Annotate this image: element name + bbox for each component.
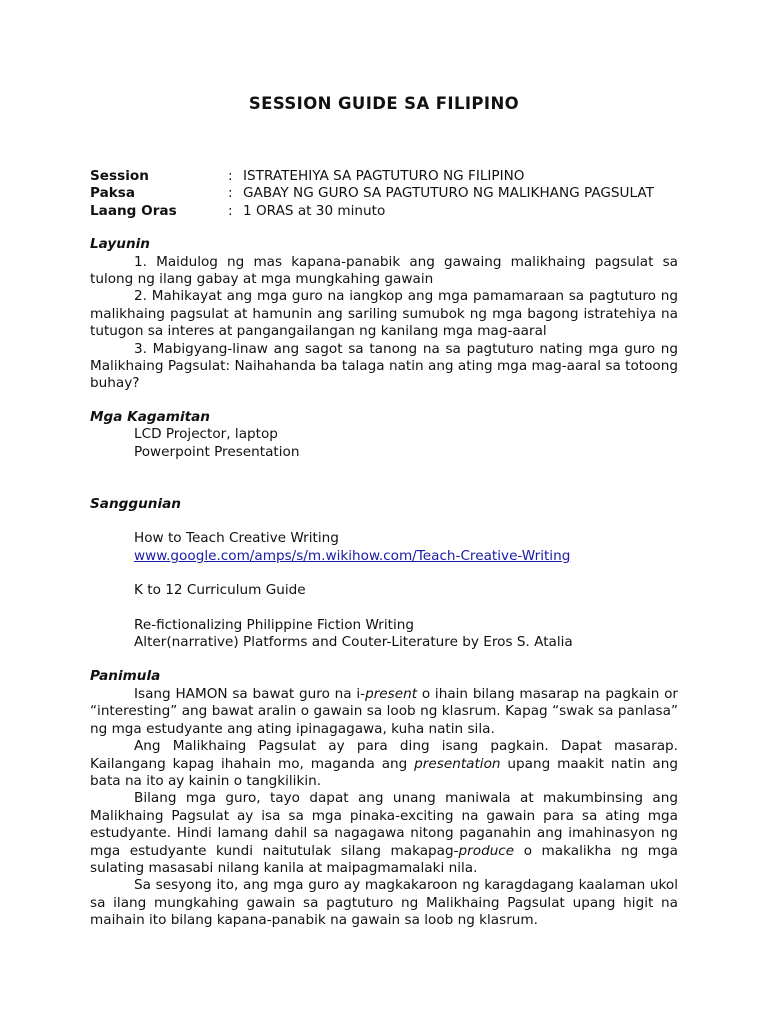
intro-paragraph: Sa sesyong ito, ang mga guro ay magkakaroon ng karagdagang kaalaman ukol sa ilang mungkahing gawain sa pagtuturo ng Malikhaing Pagsulat upang higit na maihain ito bilang kapana-panabik na gawain sa loob ng klasrum. xyxy=(90,877,678,929)
meta-row-laang-oras xyxy=(90,203,678,220)
text-run: o ihain bilang masarap na pagkain or “interesting” ang bawat aralin o gawain sa loob ng klasrum. Kapag “swak sa panlasa” ng mga estudyante ang ating ipinagagawa, kuha natin sila. xyxy=(90,685,679,737)
meta-value: GABAY NG GURO SA PAGTUTURO NG MALIKHANG PAGSULAT xyxy=(243,185,654,202)
section-heading-kagamitan: Mga Kagamitan xyxy=(90,408,210,425)
meta-label: Laang Oras xyxy=(90,202,177,219)
section-heading-layunin: Layunin xyxy=(90,236,150,253)
meta-label: Paksa xyxy=(90,185,136,202)
document-title: SESSION GUIDE SA FILIPINO xyxy=(248,94,520,113)
meta-colon: : xyxy=(228,202,233,219)
meta-value: 1 ORAS at 30 minuto xyxy=(243,202,386,219)
emphasis-text: produce xyxy=(458,842,515,859)
intro-paragraph xyxy=(90,686,678,738)
reference-title: How to Teach Creative Writing xyxy=(134,530,339,547)
objective-item: 3. Mabigyang-linaw ang sagot sa tanong na sa pagtuturo nating mga guro ng Malikhaing Pagsulat: Naihahanda ba talaga natin ang ating mga mag-aaral sa totoong buhay? xyxy=(90,340,678,392)
meta-value: ISTRATEHIYA SA PAGTUTURO NG FILIPINO xyxy=(243,168,525,184)
reference-title: K to 12 Curriculum Guide xyxy=(134,582,306,599)
emphasis-text: present xyxy=(365,685,418,702)
material-item: LCD Projector, laptop xyxy=(134,426,278,443)
objective-item: 1. Maidulog ng mas kapana-panabik ang gawaing malikhaing pagsulat sa tulong ng ilang gabay at mga mungkahing gawain xyxy=(90,253,678,287)
section-heading-panimula: Panimula xyxy=(90,668,161,685)
text-run: Isang HAMON sa bawat guro na i- xyxy=(134,685,366,702)
session-meta xyxy=(90,168,678,220)
reference-subtitle: Alter(narrative) Platforms and Couter-Literature by Eros S. Atalia xyxy=(134,634,573,651)
meta-row-paksa xyxy=(90,185,678,202)
objective-item: 2. Mahikayat ang mga guro na iangkop ang mga pamamaraan sa pagtuturo ng malikhaing pagsulat at hamunin ang sariling sumubok ng mga bagong istratehiya na tutugon sa interes at pangangailangan ng kanilang mga mag-aaral xyxy=(90,288,678,340)
reference-title: Re-fictionalizing Philippine Fiction Writing xyxy=(134,616,415,633)
text-run: o makalikha ng mga sulating masasabi nilang kanila at maipagmamalaki nila. xyxy=(90,842,678,876)
meta-colon: : xyxy=(228,185,233,202)
reference-link[interactable]: www.google.com/amps/s/m.wikihow.com/Teach-Creative-Writing xyxy=(134,547,571,564)
meta-label: Session xyxy=(90,168,149,184)
meta-colon: : xyxy=(228,168,233,184)
section-heading-sanggunian: Sanggunian xyxy=(90,496,181,513)
material-item: Powerpoint Presentation xyxy=(134,443,300,460)
text-run: Ang Malikhaing Pagsulat ay para ding isang pagkain. Dapat masarap. Kailangang kapag ihahain mo, maganda ang xyxy=(90,738,678,772)
intro-paragraph xyxy=(90,790,678,877)
document-body xyxy=(90,168,678,930)
meta-row-session xyxy=(90,168,678,185)
text-run: Bilang mga guro, tayo dapat ang unang maniwala at makumbinsing ang Malikhaing Pagsulat ay isa sa mga pinaka-exciting na gawain para sa ating mga estudyante. Hindi lamang dahil sa nagagawa nitong paganahin ang imahinasyon ng mga estudyante kundi naitutulak silang makapag- xyxy=(90,790,678,859)
emphasis-text: presentation xyxy=(414,755,501,772)
intro-paragraph xyxy=(90,738,678,790)
text-run: upang maakit natin ang bata na ito ay kainin o tangkilikin. xyxy=(90,755,678,789)
